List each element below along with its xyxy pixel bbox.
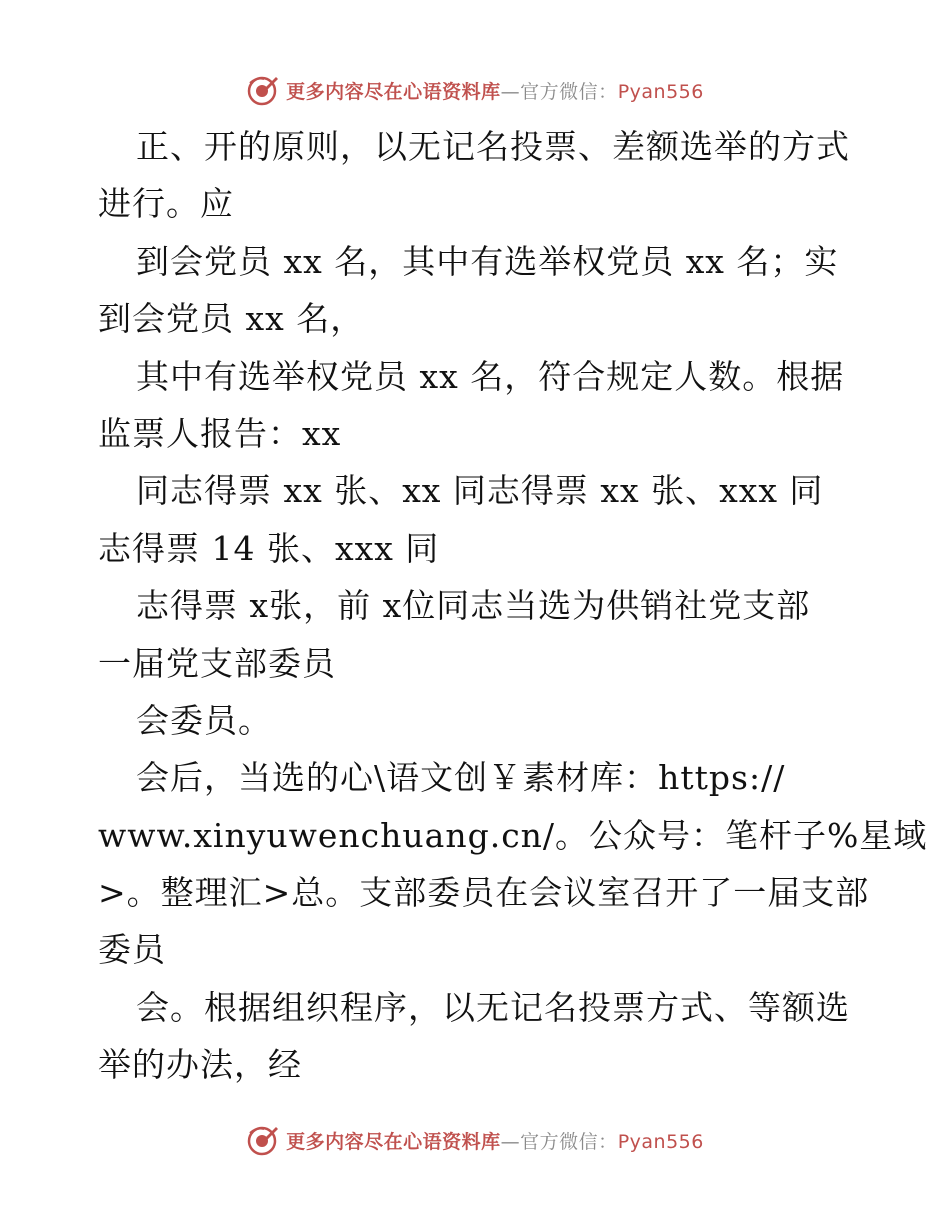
- body-line: 监票人报告：xx: [98, 413, 342, 453]
- body-line: 到会党员 xx 名，: [98, 299, 365, 339]
- footer-banner-text: 更多内容尽在心语资料库—官方微信：Pyan556: [286, 1130, 704, 1153]
- body-line: 委员: [98, 930, 166, 970]
- header-banner-text: 更多内容尽在心语资料库—官方微信：Pyan556: [286, 80, 704, 103]
- body-line: >。整理汇>总。支部委员在会议室召开了一届支部: [98, 873, 870, 913]
- body-line: 会委员。: [136, 700, 272, 740]
- body-line: 志得票 x张，前 x位同志当选为供销社党支部: [136, 586, 811, 626]
- body-line: 到会党员 xx 名，其中有选举权党员 xx 名；实: [136, 241, 839, 281]
- pen-logo-icon: [246, 1123, 280, 1157]
- header-banner: [0, 70, 950, 110]
- body-line: 其中有选举权党员 xx 名，符合规定人数。根据: [136, 356, 845, 396]
- body-line: 正、开的原则，以无记名投票、差额选举的方式: [136, 127, 850, 166]
- body-line: 志得票 14 张、xxx 同: [98, 528, 440, 568]
- pen-logo-icon: [246, 73, 280, 107]
- document-body: [98, 118, 928, 1094]
- body-line: 进行。应: [98, 184, 234, 224]
- body-line: 一届党支部委员: [98, 643, 336, 683]
- body-line: 同志得票 xx 张、xx 同志得票 xx 张、xxx 同: [136, 471, 824, 511]
- body-line: 会后，当选的心\语文创￥素材库：https://: [136, 758, 786, 798]
- footer-banner: [0, 1120, 950, 1160]
- body-line: www.xinyuwenchuang.cn/。公众号：笔杆子%星域: [98, 815, 928, 855]
- body-line: 举的办法，经: [98, 1045, 302, 1085]
- body-line: 会。根据组织程序，以无记名投票方式、等额选: [136, 987, 850, 1027]
